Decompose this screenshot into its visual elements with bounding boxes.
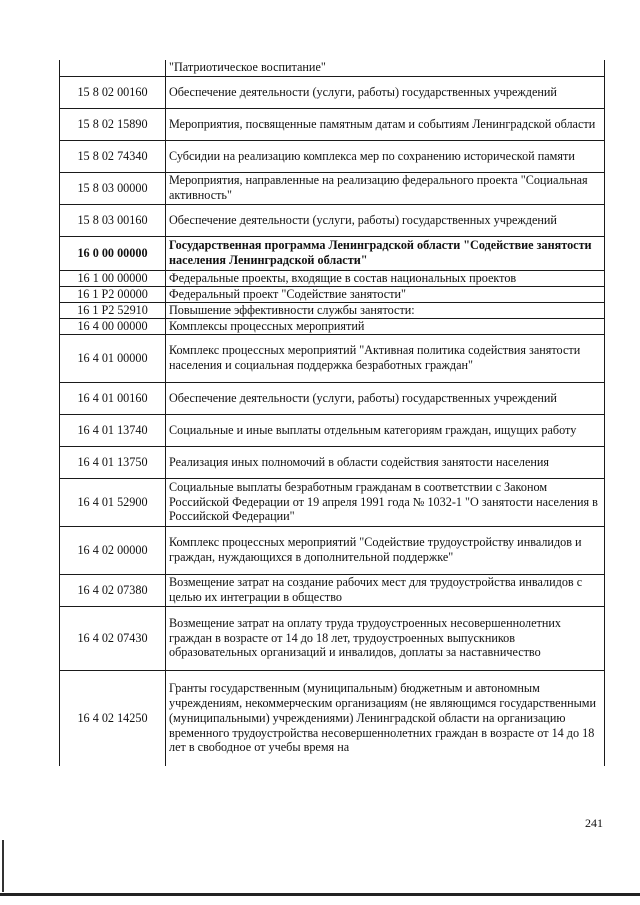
scan-artifact-left — [2, 840, 4, 892]
budget-classification-table — [59, 60, 605, 766]
table-row-program — [60, 236, 605, 270]
description-cell: Повышение эффективности службы занятости: — [166, 302, 605, 318]
table-row — [60, 172, 605, 204]
table-row — [60, 318, 605, 334]
description-cell: Реализация иных полномочий в области содействия занятости населения — [166, 446, 605, 478]
description-cell: Федеральные проекты, входящие в состав национальных проектов — [166, 270, 605, 286]
classification-code-cell: 16 4 02 07430 — [60, 606, 166, 670]
classification-code-cell: 16 4 02 00000 — [60, 526, 166, 574]
table-row — [60, 60, 605, 76]
description-cell: Субсидии на реализацию комплекса мер по сохранению исторической памяти — [166, 140, 605, 172]
classification-code-cell: 16 4 02 07380 — [60, 574, 166, 606]
description-cell: Комплексы процессных мероприятий — [166, 318, 605, 334]
table-row — [60, 270, 605, 286]
table-body — [60, 60, 605, 766]
classification-code-cell: 16 1 P2 00000 — [60, 286, 166, 302]
classification-code-cell: 15 8 03 00160 — [60, 204, 166, 236]
table-row — [60, 140, 605, 172]
classification-code-cell: 15 8 02 74340 — [60, 140, 166, 172]
classification-code-cell: 16 4 00 00000 — [60, 318, 166, 334]
description-cell: Возмещение затрат на создание рабочих мест для трудоустройства инвалидов с целью их интеграции в общество — [166, 574, 605, 606]
classification-code-cell: 16 1 00 00000 — [60, 270, 166, 286]
description-cell: Федеральный проект "Содействие занятости" — [166, 286, 605, 302]
classification-code-cell: 15 8 03 00000 — [60, 172, 166, 204]
table-row — [60, 478, 605, 526]
description-cell: Мероприятия, направленные на реализацию федерального проекта "Социальная активность" — [166, 172, 605, 204]
table-row — [60, 76, 605, 108]
table-row — [60, 574, 605, 606]
classification-code-cell: 16 4 01 13750 — [60, 446, 166, 478]
table-row — [60, 606, 605, 670]
description-cell: Возмещение затрат на оплату труда трудоустроенных несовершеннолетних граждан в возрасте от 14 до 18 лет, трудоустроенных выпускников образовательных организаций и инвалидов, доплаты за наставничество — [166, 606, 605, 670]
classification-code-cell: 16 4 02 14250 — [60, 670, 166, 766]
table-row — [60, 670, 605, 766]
description-cell: Комплекс процессных мероприятий "Содействие трудоустройству инвалидов и граждан, нуждающихся в дополнительной поддержке" — [166, 526, 605, 574]
page-number: 241 — [585, 816, 603, 830]
classification-code-cell: 15 8 02 00160 — [60, 76, 166, 108]
classification-code-cell: 16 1 P2 52910 — [60, 302, 166, 318]
classification-code-cell — [60, 60, 166, 76]
table-row — [60, 382, 605, 414]
description-cell: Мероприятия, посвященные памятным датам и событиям Ленинградской области — [166, 108, 605, 140]
description-cell: Обеспечение деятельности (услуги, работы) государственных учреждений — [166, 382, 605, 414]
description-cell: Обеспечение деятельности (услуги, работы) государственных учреждений — [166, 76, 605, 108]
table-row — [60, 446, 605, 478]
table-row — [60, 526, 605, 574]
classification-code-cell: 16 0 00 00000 — [60, 236, 166, 270]
description-cell: Социальные выплаты безработным гражданам в соответствии с Законом Российской Федерации от 19 апреля 1991 года № 1032-1 "О занятости населения в Российской Федерации" — [166, 478, 605, 526]
table-row — [60, 414, 605, 446]
classification-code-cell: 15 8 02 15890 — [60, 108, 166, 140]
table-row — [60, 334, 605, 382]
table-row — [60, 108, 605, 140]
table-row — [60, 286, 605, 302]
description-cell: Социальные и иные выплаты отдельным категориям граждан, ищущих работу — [166, 414, 605, 446]
classification-code-cell: 16 4 01 13740 — [60, 414, 166, 446]
table-row — [60, 302, 605, 318]
classification-code-cell: 16 4 01 52900 — [60, 478, 166, 526]
classification-code-cell: 16 4 01 00000 — [60, 334, 166, 382]
description-cell: Государственная программа Ленинградской области "Содействие занятости населения Ленинградской области" — [166, 236, 605, 270]
classification-code-cell: 16 4 01 00160 — [60, 382, 166, 414]
table-row — [60, 204, 605, 236]
description-cell: "Патриотическое воспитание" — [166, 60, 605, 76]
description-cell: Комплекс процессных мероприятий "Активная политика содействия занятости населения и социальная поддержка безработных граждан" — [166, 334, 605, 382]
description-cell: Обеспечение деятельности (услуги, работы) государственных учреждений — [166, 204, 605, 236]
scan-artifact-bottom-edge — [0, 893, 640, 896]
description-cell: Гранты государственным (муниципальным) бюджетным и автономным учреждениям, некоммерческим организациям (не являющимся государственными (муниципальными) учреждениями) Ленинградской области на организацию временного трудоустройства несовершеннолетних граждан в возрасте от 14 до 18 лет в свободное от учебы время на — [166, 670, 605, 766]
